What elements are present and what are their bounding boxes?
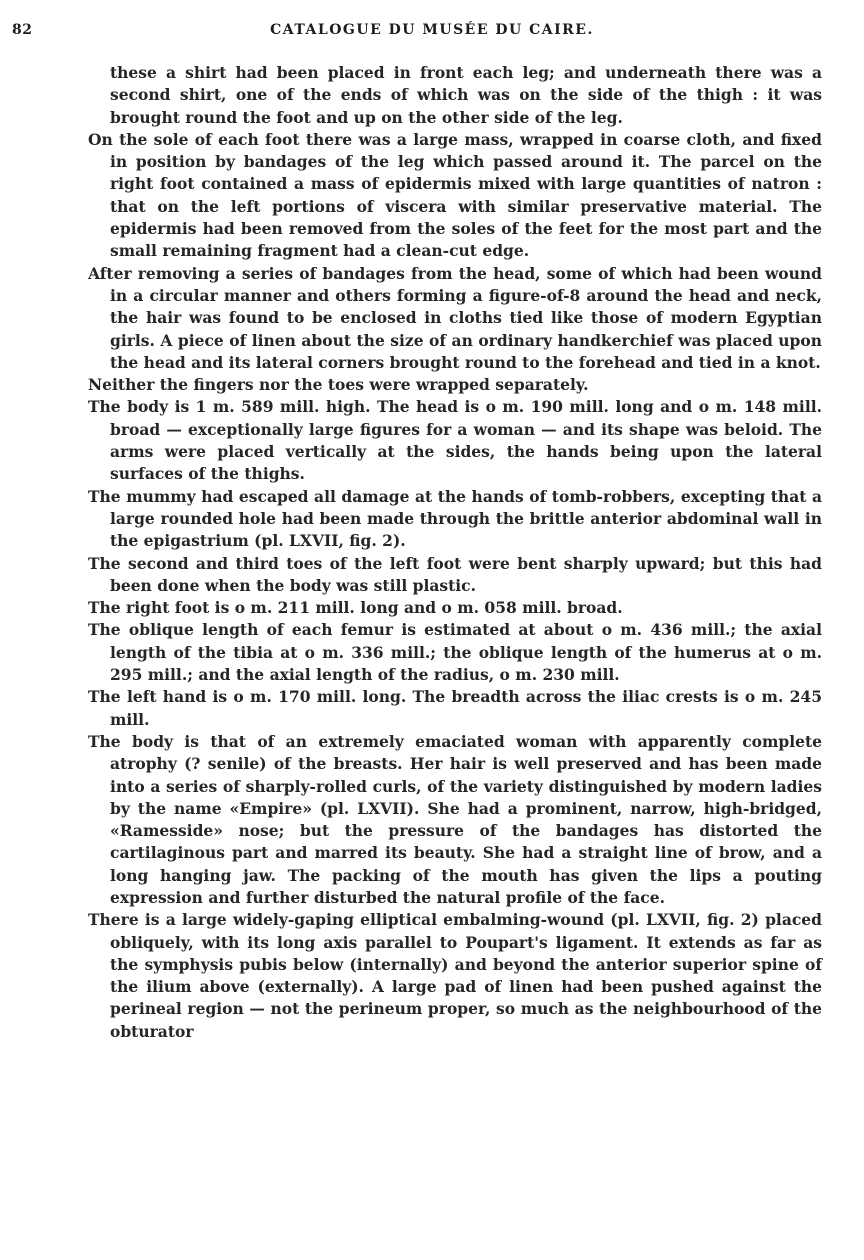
paragraph-continuation: these a shirt had been placed in front each leg; and underneath there was a second shirt, one of the ends of which was on the side of the thigh : it was brought round the foot and up on the other side of the leg.	[110, 63, 822, 127]
body-text	[88, 62, 822, 1043]
paragraph-head-bandages: After removing a series of bandages from the head, some of which had been wound in a circular manner and others forming a figure-of-8 around the head and neck, the hair was found to be enclosed in cloths tied like those of modern Egyptian girls. A piece of linen about the size of an ordinary handkerchief was placed upon the head and its lateral corners brought round to the forehead and tied in a knot.	[88, 263, 822, 372]
running-title: CATALOGUE DU MUSÉE DU CAIRE.	[270, 22, 594, 38]
paragraph-left-hand: The left hand is o m. 170 mill. long. The breadth across the iliac crests is o m. 245 mill.	[88, 687, 822, 729]
paragraph-body-height: The body is 1 m. 589 mill. high. The head is o m. 190 mill. long and o m. 148 mill. broad — exceptionally large figures for a woman — and its shape was beloid. The arms were placed vertically at the sides, the hands being upon the lateral surfaces of the thighs.	[88, 397, 822, 484]
paragraph-embalming-wound: There is a large widely-gaping elliptical embalming-wound (pl. LXVII, fig. 2) placed obliquely, with its long axis parallel to Poupart's ligament. It extends as far as the symphysis pubis below (internally) and beyond the anterior superior spine of the ilium above (externally). A large pad of linen had been pushed against the perineal region — not the perineum proper, so much as the neighbourhood of the obturator	[88, 910, 822, 1041]
paragraph-toes-bent: The second and third toes of the left foot were bent sharply upward; but this had been done when the body was still plastic.	[88, 553, 822, 595]
paragraph-right-foot: The right foot is o m. 211 mill. long and o m. 058 mill. broad.	[88, 598, 623, 618]
page-header	[0, 20, 864, 44]
paragraph-tomb-robbers: The mummy had escaped all damage at the hands of tomb-robbers, excepting that a large rounded hole had been made through the brittle anterior abdominal wall in the epigastrium (pl. LXVII, fig. 2).	[88, 486, 822, 551]
paragraph-bone-lengths: The oblique length of each femur is estimated at about o m. 436 mill.; the axial length of the tibia at o m. 336 mill.; the oblique length of the humerus at o m. 295 mill.; and the axial length of the radius, o m. 230 mill.	[88, 620, 822, 685]
paragraph-fingers-toes: Neither the fingers nor the toes were wrapped separately.	[88, 375, 589, 395]
page-number: 82	[12, 22, 33, 38]
paragraph-foot-parcels: On the sole of each foot there was a large mass, wrapped in coarse cloth, and fixed in position by bandages of the leg which passed around it. The parcel on the right foot contained a mass of epidermis mixed with large quantities of natron : that on the left portions of viscera with similar preservative material. The epidermis had been removed from the soles of the feet for the most part and the small remaining fragment had a clean-cut edge.	[88, 129, 822, 261]
paragraph-description: The body is that of an extremely emaciated woman with apparently complete atrophy (? senile) of the breasts. Her hair is well preserved and has been made into a series of sharply-rolled curls, of the variety distinguished by modern ladies by the name «Empire» (pl. LXVII). She had a prominent, narrow, high-bridged, «Ramesside» nose; but the pressure of the bandages has distorted the cartilaginous part and marred its beauty. She had a straight line of brow, and a long hanging jaw. The packing of the mouth has given the lips a pouting expression and further disturbed the natural profile of the face.	[88, 731, 822, 907]
